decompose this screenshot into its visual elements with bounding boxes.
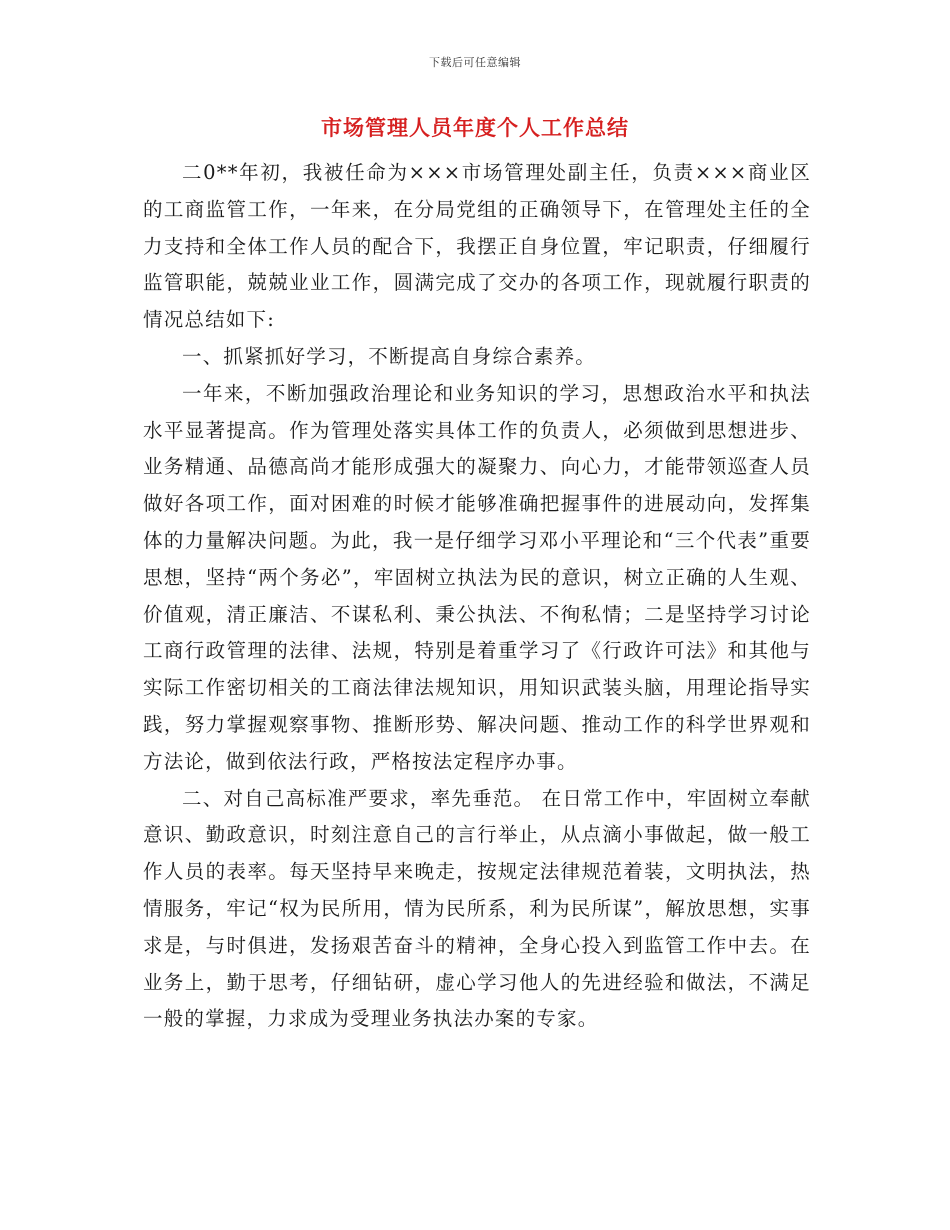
paragraph-study: 一年来，不断加强政治理论和业务知识的学习，思想政治水平和执法水平显著提高。作为管理处落实具体工作的负责人，必须做到思想进步、业务精通、品德高尚才能形成强大的凝聚力、向心力，才能带领巡查人员做好各项工作，面对困难的时候才能够准确把握事件的进展动向，发挥集体的力量解决问题。为此，我一是仔细学习邓小平理论和“三个代表”重要思想，坚持“两个务必”，牢固树立执法为民的意识，树立正确的人生观、价值观，清正廉洁、不谋私利、秉公执法、不徇私情；二是坚持学习讨论工商行政管理的法律、法规，特别是着重学习了《行政许可法》和其他与实际工作密切相关的工商法律法规知识，用知识武装头脑，用理论指导实践，努力掌握观察事物、推断形势、解决问题、推动工作的科学世界观和方法论，做到依法行政，严格按法定程序办事。 (143, 381, 811, 773)
paragraph-heading-2: 二、对自己高标准严要求，率先垂范。 在日常工作中，牢固树立奉献意识、勤政意识，时刻注意自己的言行举止，从点滴小事做起，做一般工作人员的表率。每天坚持早来晚走，按规定法律规范着装，文明执法，热情服务，牢记“权为民所用，情为民所系，利为民所谋”，解放思想，实事求是，与时俱进，发扬艰苦奋斗的精神，全身心投入到监管工作中去。在业务上，勤于思考，仔细钻研，虚心学习他人的先进经验和做法，不满足一般的掌握，力求成为受理业务执法办案的专家。 (143, 786, 811, 1031)
paragraph-intro: 二0**年初，我被任命为×××市场管理处副主任，负责×××商业区的工商监管工作，一年来，在分局党组的正确领导下，在管理处主任的全力支持和全体工作人员的配合下，我摆正自身位置，牢记职责，仔细履行监管职能，兢兢业业工作，圆满完成了交办的各项工作，现就履行职责的情况总结如下: (143, 161, 811, 332)
header-note: 下载后可任意编辑 (429, 56, 521, 69)
document-title: 市场管理人员年度个人工作总结 (321, 115, 629, 140)
paragraph-heading-1: 一、抓紧抓好学习，不断提高自身综合素养。 (182, 344, 597, 368)
document-body (143, 155, 811, 1038)
